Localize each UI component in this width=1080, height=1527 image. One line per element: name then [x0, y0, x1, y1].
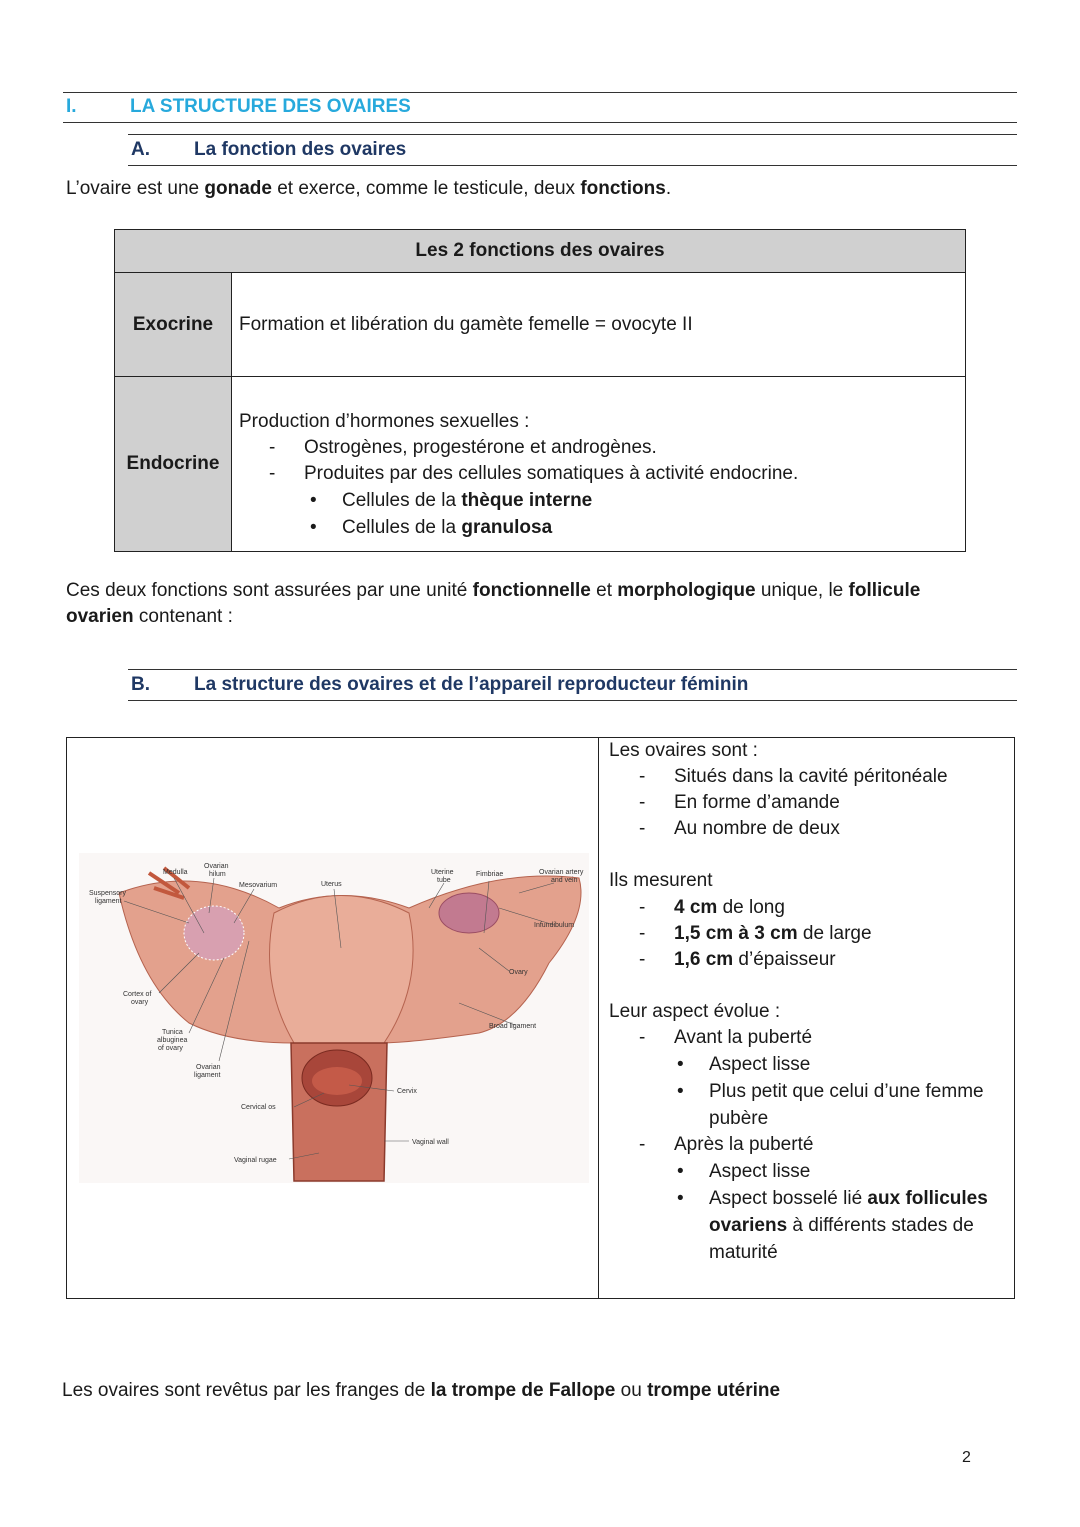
section-number: I. [66, 96, 77, 117]
bold-text: aux follicules ovariens [709, 1188, 988, 1237]
section-title: LA STRUCTURE DES OVAIRES [130, 96, 411, 117]
row-intro: Production d’hormones sexuelles : [239, 411, 530, 432]
diagram-label: Medulla [163, 869, 188, 876]
diagram-label: Cortex of [123, 991, 152, 998]
list-item: • Aspect lisse [674, 1051, 1009, 1078]
text: Les ovaires sont revêtus par les franges de [62, 1380, 431, 1401]
bold-text: fonctionnelle [472, 580, 591, 601]
diagram-label: Suspensory [89, 890, 126, 897]
row-content [232, 377, 966, 552]
text: . [665, 178, 672, 199]
diagram-label: ovary [131, 999, 149, 1006]
diagram-label: Uterine [431, 869, 454, 876]
text: Aspect bosselé lié [709, 1188, 868, 1210]
list-item [639, 1132, 1009, 1266]
structure-box [66, 737, 1015, 1299]
diagram-label: ligament [194, 1072, 221, 1079]
list-item: • Plus petit que celui d’une femme pubère [674, 1078, 1009, 1132]
bold-text: granulosa [461, 517, 553, 538]
functions-table [114, 229, 966, 552]
list-item: • Aspect lisse [674, 1158, 1009, 1185]
diagram-label: and vein [551, 877, 578, 884]
list-item [307, 487, 964, 514]
bold-text: 1,6 cm [674, 948, 734, 970]
diagram-label: Mesovarium [239, 882, 278, 889]
diagram-label: Ovarian [204, 863, 229, 870]
subsection-title: La structure des ovaires et de l’appareil reproducteur féminin [194, 674, 749, 695]
subsection-title: La fonction des ovaires [194, 139, 407, 160]
bold-text: gonade [204, 178, 272, 199]
text: contenant : [133, 606, 233, 627]
paragraph [66, 578, 986, 630]
list-item [639, 921, 1009, 947]
text: d’épaisseur [733, 948, 836, 970]
text: de large [797, 922, 872, 944]
text: Ils mesurent [609, 870, 713, 892]
diagram-label: Ovary [509, 969, 528, 976]
row-label: Endocrine [115, 377, 232, 552]
text: L’ovaire est une [66, 178, 205, 199]
ovary-description [609, 738, 1009, 1266]
diagram-label: hilum [209, 871, 226, 878]
diagram-label: Infundibulum [534, 922, 575, 929]
list-item [307, 514, 964, 541]
table-row [115, 377, 966, 552]
diagram-label: Vaginal rugae [234, 1157, 277, 1164]
text: de long [717, 896, 785, 918]
diagram-label: of ovary [158, 1045, 183, 1052]
diagram-label: ligament [95, 898, 122, 905]
text: à différents stades de maturité [709, 1215, 974, 1264]
divider [128, 700, 1017, 701]
list-item: - Situés dans la cavité péritonéale [639, 764, 1009, 790]
table-header: Les 2 fonctions des ovaires [115, 230, 966, 273]
text: Avant la puberté [674, 1027, 813, 1049]
diagram-label: Broad ligament [489, 1023, 537, 1030]
text: ou [615, 1380, 648, 1401]
text: Les ovaires sont : [609, 740, 758, 761]
diagram-label: albuginea [157, 1037, 188, 1044]
row-text: Formation et libération du gamète femelle = ovocyte II [232, 273, 966, 377]
list-item [639, 895, 1009, 921]
bold-text: trompe utérine [647, 1380, 781, 1401]
text: et exerce, comme le testicule, deux [271, 178, 581, 199]
list-item: - Produites par des cellules somatiques à activité endocrine. [269, 461, 964, 487]
list-item: - Ostrogènes, progestérone et androgènes. [269, 435, 964, 461]
female-reproductive-anatomy-diagram [79, 853, 589, 1183]
bottom-paragraph [62, 1378, 780, 1404]
diagram-label: Ovarian [196, 1064, 221, 1071]
text: Après la puberté [674, 1134, 814, 1156]
divider [128, 165, 1017, 166]
table-row [115, 273, 966, 377]
bold-text: morphologique [617, 580, 756, 601]
diagram-label: Uterus [321, 881, 342, 888]
diagram-label: tube [437, 877, 451, 884]
list-item [639, 947, 1009, 973]
subsection-letter: B. [131, 674, 150, 695]
divider [63, 122, 1017, 123]
list-item: - Au nombre de deux [639, 816, 1009, 842]
text: et [590, 580, 618, 601]
text: Cellules de la [342, 517, 462, 538]
divider [63, 92, 1017, 93]
subsection-letter: A. [131, 139, 150, 160]
page-number: 2 [962, 1449, 971, 1466]
bold-text: fonctions [580, 178, 666, 199]
diagram-label: Fimbriae [476, 871, 504, 878]
bold-text: follicule ovarien [66, 580, 921, 627]
diagram-label: Ovarian artery [539, 869, 584, 876]
list-item [639, 1025, 1009, 1132]
column-divider [598, 738, 599, 1298]
text: Cellules de la [342, 490, 462, 511]
intro-paragraph [66, 176, 671, 202]
text: Ces deux fonctions sont assurées par une unité [66, 580, 473, 601]
diagram-label: Cervix [397, 1088, 417, 1095]
row-label: Exocrine [115, 273, 232, 377]
bold-text: la trompe de Fallope [430, 1380, 616, 1401]
bold-text: thèque interne [461, 490, 593, 511]
list-item [674, 1185, 1009, 1266]
bold-text: 1,5 cm à 3 cm [674, 922, 798, 944]
list-item: - En forme d’amande [639, 790, 1009, 816]
diagram-label: Vaginal wall [412, 1139, 449, 1146]
text: unique, le [755, 580, 849, 601]
bold-text: 4 cm [674, 896, 718, 918]
divider [128, 669, 1017, 670]
text: Leur aspect évolue : [609, 1000, 781, 1022]
divider [128, 134, 1017, 135]
diagram-label: Cervical os [241, 1104, 276, 1111]
diagram-label: Tunica [162, 1029, 183, 1036]
